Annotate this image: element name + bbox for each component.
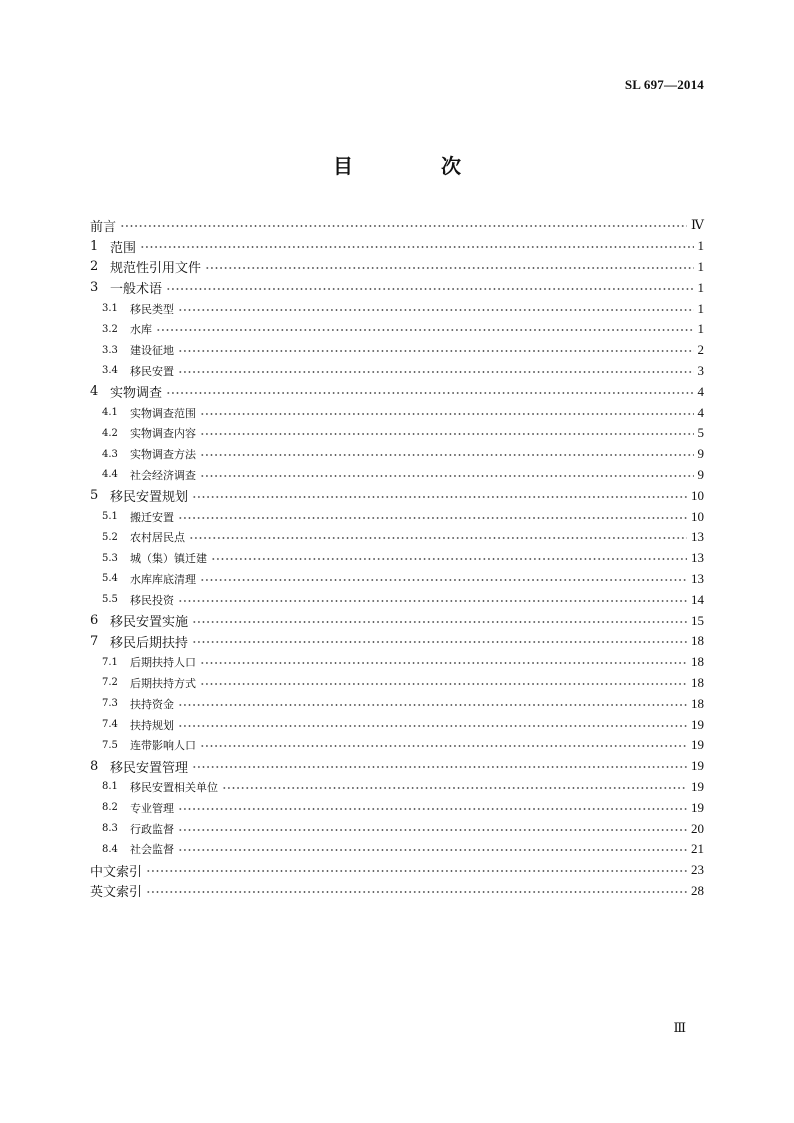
toc-entry-number: 4 [90,384,99,400]
toc-entry[interactable] [90,673,704,694]
toc-entry[interactable] [90,652,704,673]
toc-entry-label: 扶持规划 [130,718,174,732]
toc-leader-dots [192,496,687,498]
toc-entry-number: 5.3 [102,552,118,564]
toc-entry-page: 19 [691,716,704,732]
toc-entry[interactable] [90,714,704,735]
toc-entry-page: 18 [691,674,704,690]
toc-entry-label: 英文索引 [90,885,143,901]
toc-entry-page: 13 [691,529,704,545]
toc-entry-number: 7.3 [102,698,118,710]
toc-leader-dots [178,371,694,373]
toc-leader-dots [120,225,687,227]
toc-entry[interactable] [90,257,704,278]
toc-entry-number: 8.2 [102,802,118,814]
toc-entry[interactable] [90,756,704,777]
toc-entry[interactable] [90,402,704,423]
toc-entry-page: 15 [691,612,704,628]
toc-leader-dots [178,600,687,602]
toc-leader-dots [200,579,687,581]
toc-leader-dots [178,704,687,706]
toc-entry[interactable] [90,569,704,590]
toc-entry-page: 3 [697,362,704,378]
toc-entry[interactable] [90,860,704,881]
toc-entry[interactable] [90,818,704,839]
toc-entry-page: 19 [691,758,704,774]
toc-entry-label: 建设征地 [130,344,174,358]
toc-leader-dots [178,350,694,352]
toc-entry[interactable] [90,381,704,402]
toc-entry[interactable] [90,215,704,236]
toc-leader-dots [222,787,687,789]
toc-entry-number: 5 [90,488,99,504]
toc-entry-page: 18 [691,695,704,711]
toc-entry-label: 社会经济调查 [130,468,196,482]
toc-entry-label: 移民后期扶持 [110,635,189,651]
toc-leader-dots [146,870,687,872]
toc-leader-dots [178,829,687,831]
toc-entry-label: 中文索引 [90,864,143,880]
page-title: 目 次 [333,154,495,178]
toc-entry-number: 8 [90,758,99,774]
toc-entry-label: 搬迁安置 [130,510,174,524]
toc-entry[interactable] [90,693,704,714]
toc-entry-number: 2 [90,259,99,275]
toc-entry-number: 5.5 [102,594,118,606]
toc-entry[interactable] [90,797,704,818]
toc-entry[interactable] [90,444,704,465]
toc-entry-page: 18 [691,654,704,670]
footer-page-number: Ⅲ [673,1020,686,1035]
toc-leader-dots [140,246,693,248]
toc-entry-page: 10 [691,487,704,503]
toc-entry[interactable] [90,277,704,298]
toc-entry-page: 1 [697,321,704,337]
toc-entry-number: 3.4 [102,365,118,377]
toc-entry-number: 3.1 [102,303,118,315]
toc-entry-label: 移民安置 [130,364,174,378]
toc-entry-number: 6 [90,613,99,629]
toc-entry-page: Ⅳ [691,217,704,233]
toc-entry-number: 7.4 [102,719,118,731]
toc-leader-dots [178,309,694,311]
toc-entry-page: 9 [697,466,704,482]
toc-leader-dots [211,558,687,560]
toc-leader-dots [200,745,687,747]
toc-entry-label: 移民安置相关单位 [130,780,218,794]
toc-entry-number: 8.1 [102,781,118,793]
standard-code: SL 697—2014 [624,77,704,92]
toc-entry-label: 移民安置实施 [110,615,189,631]
toc-entry[interactable] [90,340,704,361]
toc-entry-label: 后期扶持方式 [130,676,196,690]
toc-entry-label: 实物调查 [110,386,163,402]
toc-entry-number: 7.5 [102,739,118,751]
toc-entry-label: 移民投资 [130,593,174,607]
toc-entry-number: 7.2 [102,677,118,689]
toc-leader-dots [192,621,687,623]
toc-entry[interactable] [90,881,704,902]
toc-entry-number: 4.2 [102,427,118,439]
toc-entry[interactable] [90,423,704,444]
toc-leader-dots [178,725,687,727]
toc-entry-label: 实物调查内容 [130,427,196,441]
toc-entry-page: 1 [697,279,704,295]
toc-entry[interactable] [90,631,704,652]
toc-entry-page: 23 [691,862,704,878]
toc-entry[interactable] [90,589,704,610]
toc-entry-label: 社会监督 [130,843,174,857]
toc-entry-number: 3.2 [102,323,118,335]
toc-entry-page: 9 [697,446,704,462]
toc-entry[interactable] [90,527,704,548]
toc-entry-label: 城（集）镇迁建 [130,552,207,566]
toc-entry-number: 4.1 [102,407,118,419]
table-of-contents [90,215,704,901]
toc-leader-dots [200,662,687,664]
toc-entry-label: 扶持资金 [130,697,174,711]
toc-entry-number: 5.4 [102,573,118,585]
toc-entry[interactable] [90,361,704,382]
toc-entry-number: 3.3 [102,344,118,356]
toc-entry[interactable] [90,548,704,569]
toc-entry[interactable] [90,236,704,257]
toc-leader-dots [192,766,687,768]
toc-entry-number: 7 [90,633,99,649]
toc-leader-dots [178,849,687,851]
toc-entry-page: 4 [697,404,704,420]
toc-entry-page: 13 [691,570,704,586]
toc-entry-number: 5.1 [102,511,118,523]
toc-leader-dots [166,392,693,394]
toc-entry-page: 10 [691,508,704,524]
toc-leader-dots [200,683,687,685]
toc-entry-page: 1 [697,238,704,254]
toc-entry-label: 移民安置管理 [110,760,189,776]
toc-entry[interactable] [90,319,704,340]
toc-entry-page: 28 [691,882,704,898]
toc-entry-page: 20 [691,820,704,836]
toc-entry-label: 范围 [110,240,137,256]
toc-entry-label: 专业管理 [130,801,174,815]
toc-entry-number: 1 [90,238,99,254]
toc-entry-label: 规范性引用文件 [110,261,202,277]
toc-entry-number: 3 [90,280,99,296]
toc-entry[interactable] [90,298,704,319]
toc-entry-page: 21 [691,841,704,857]
toc-entry-label: 水库 [130,323,152,337]
toc-leader-dots [200,475,694,477]
toc-leader-dots [166,288,693,290]
toc-entry[interactable] [90,465,704,486]
toc-entry[interactable] [90,610,704,631]
toc-entry-number: 5.2 [102,531,118,543]
toc-entry-page: 2 [697,342,704,358]
toc-entry-number: 4.3 [102,448,118,460]
toc-entry-page: 13 [691,550,704,566]
toc-entry-label: 农村居民点 [130,531,185,545]
toc-leader-dots [189,537,687,539]
toc-entry-page: 5 [697,425,704,441]
toc-entry-number: 8.4 [102,843,118,855]
toc-entry-page: 18 [691,633,704,649]
toc-entry-label: 实物调查方法 [130,448,196,462]
toc-entry-number: 7.1 [102,656,118,668]
toc-entry[interactable] [90,506,704,527]
toc-entry[interactable] [90,735,704,756]
toc-entry-label: 后期扶持人口 [130,656,196,670]
toc-leader-dots [192,641,687,643]
toc-entry-page: 1 [697,300,704,316]
toc-leader-dots [178,517,687,519]
toc-leader-dots [146,891,687,893]
toc-entry-number: 4.4 [102,469,118,481]
toc-leader-dots [200,433,694,435]
toc-entry[interactable] [90,777,704,798]
toc-entry-label: 水库库底清理 [130,572,196,586]
toc-entry-page: 19 [691,799,704,815]
toc-entry-page: 1 [697,258,704,274]
toc-entry-number: 8.3 [102,823,118,834]
toc-entry[interactable] [90,485,704,506]
toc-leader-dots [156,329,694,331]
toc-entry-label: 实物调查范围 [130,406,196,420]
toc-entry-page: 19 [691,737,704,753]
toc-entry-label: 移民类型 [130,302,174,316]
toc-leader-dots [178,808,687,810]
toc-leader-dots [200,454,694,456]
toc-entry-label: 一般术语 [110,282,163,298]
toc-entry-label: 移民安置规划 [110,490,189,506]
toc-entry-page: 14 [691,591,704,607]
toc-entry[interactable] [90,839,704,860]
toc-entry-label: 连带影响人口 [130,739,196,753]
toc-leader-dots [200,413,694,415]
toc-entry-label: 行政监督 [130,822,174,836]
toc-leader-dots [205,267,693,269]
toc-entry-page: 4 [697,383,704,399]
toc-entry-label: 前言 [90,219,117,235]
toc-entry-page: 19 [691,778,704,794]
